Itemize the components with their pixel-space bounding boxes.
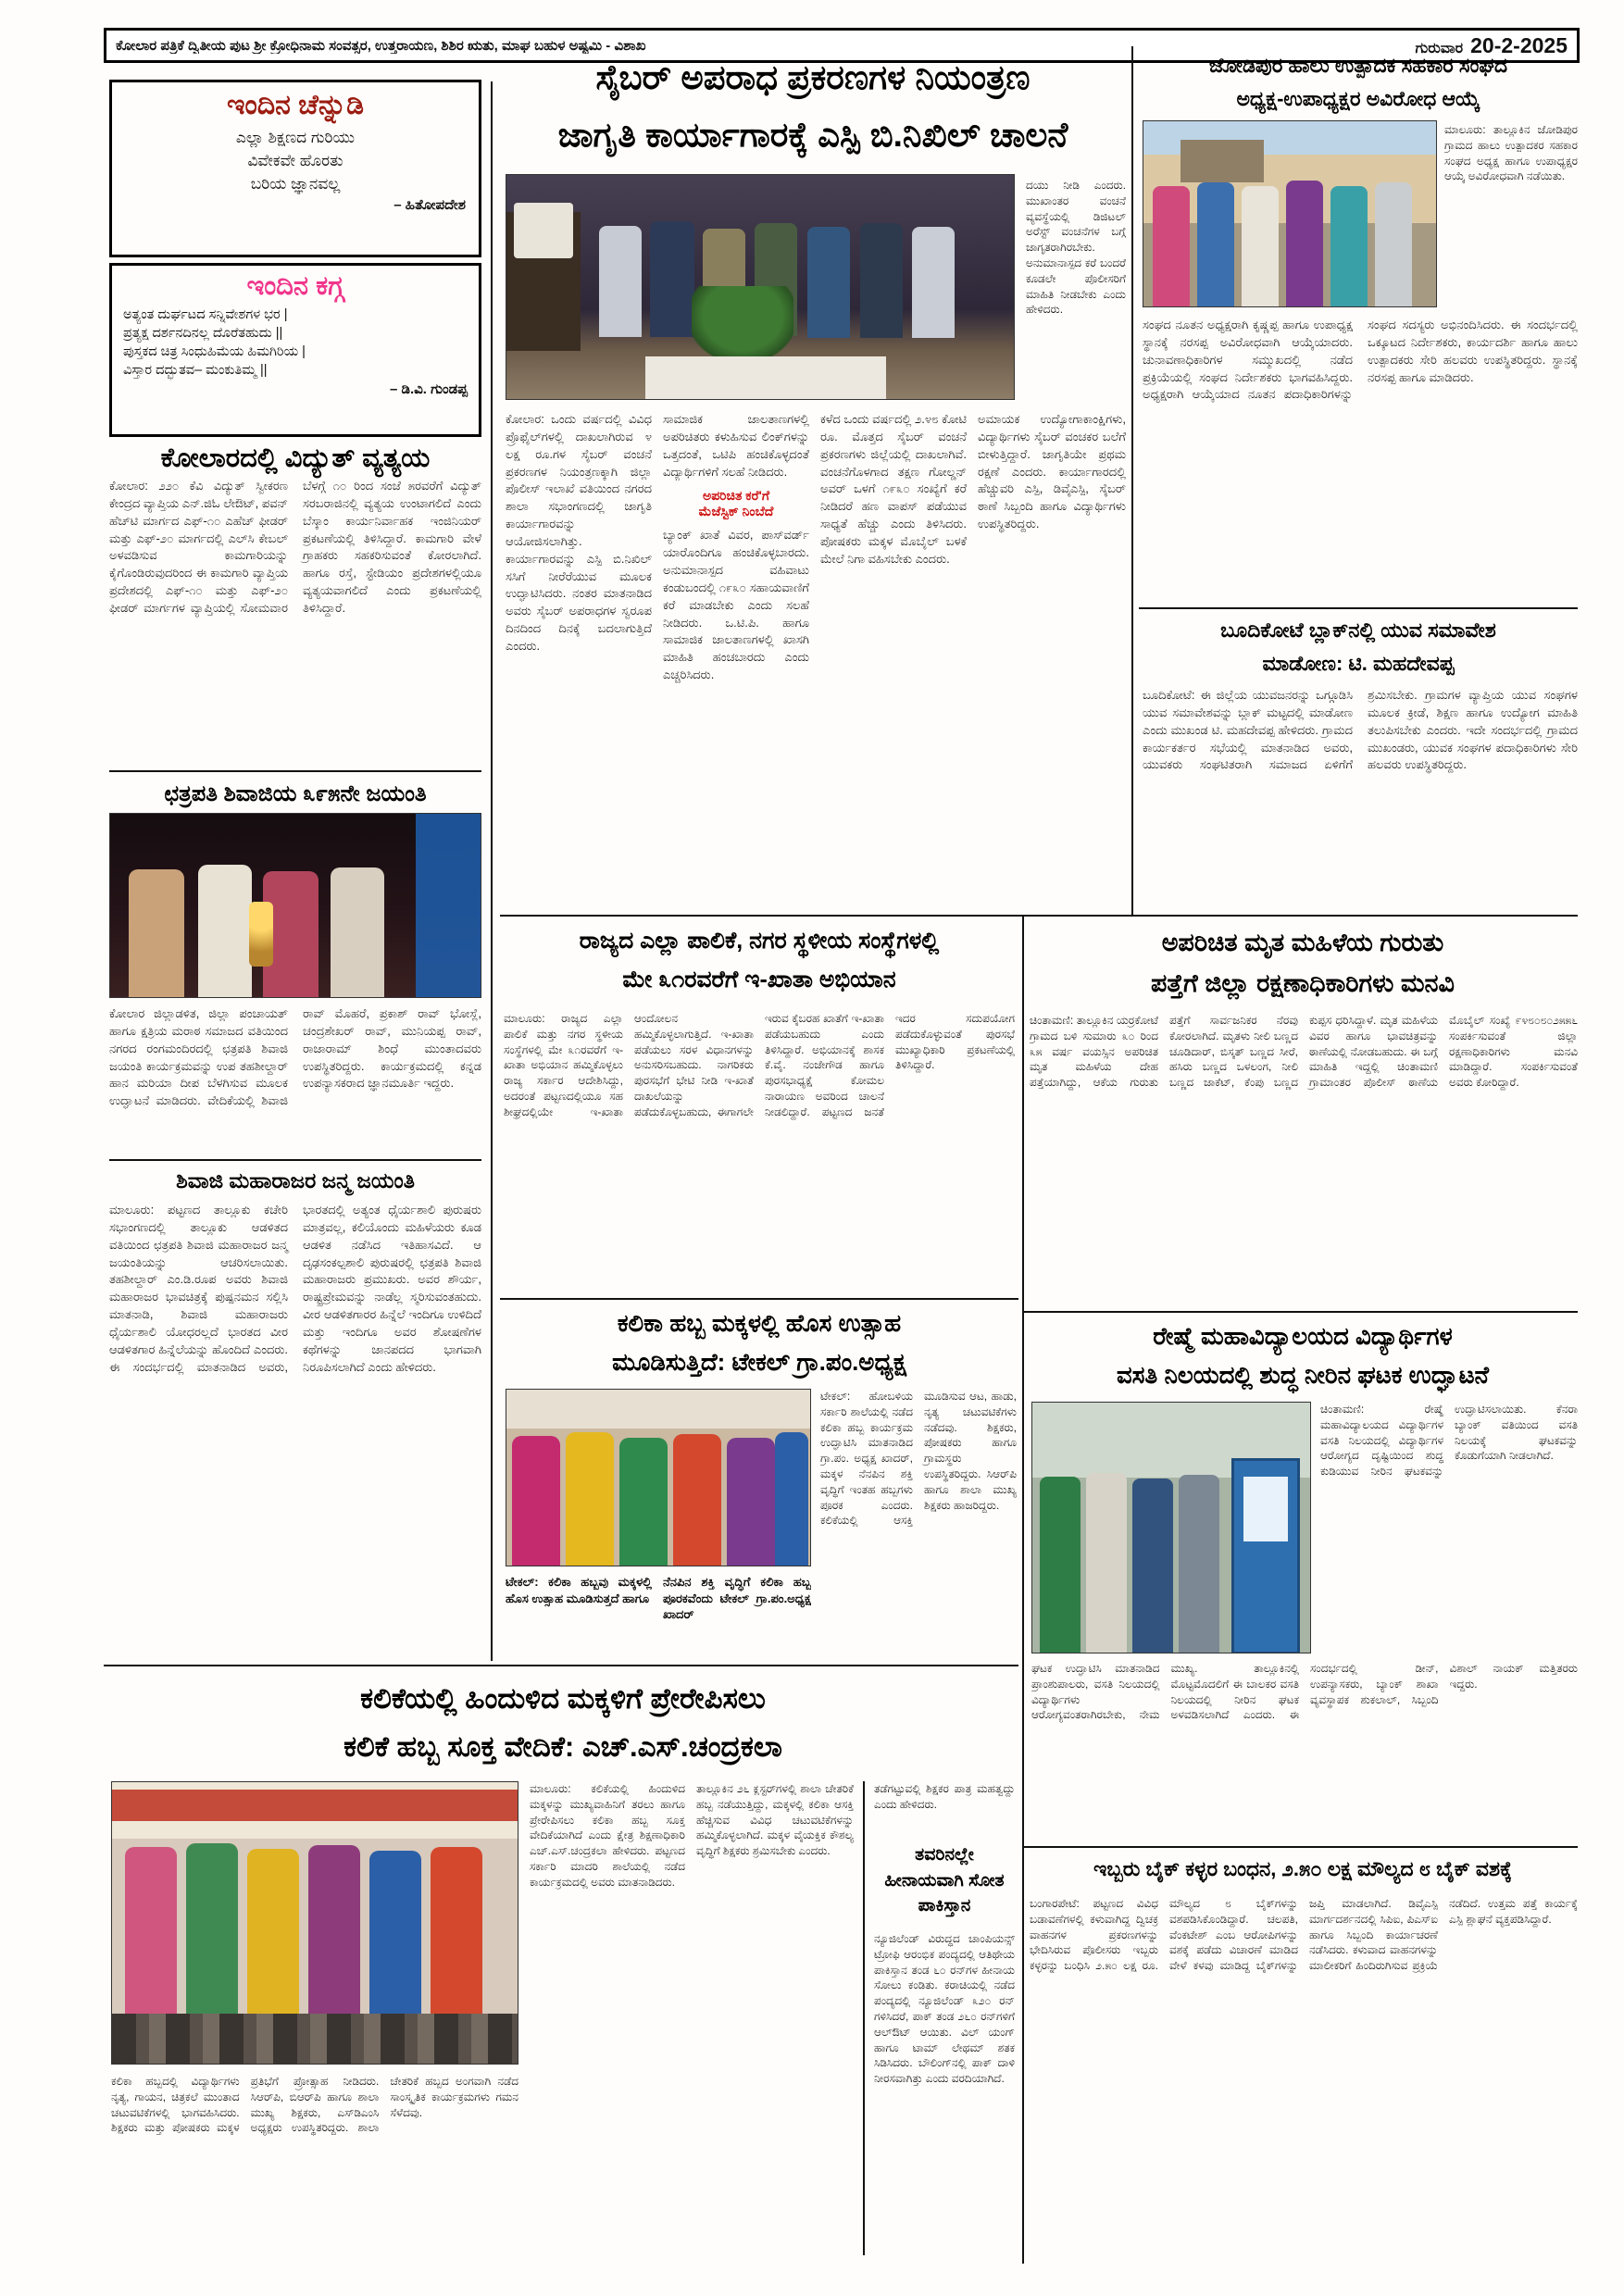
photo-shape — [1153, 186, 1190, 306]
article-body-reshme: ಘಟಕ ಉದ್ಘಾಟಿಸಿ ಮಾತನಾಡಿದ ಪ್ರಾಂಶುಪಾಲರು, ವಸತಿ ನಿಲಯದಲ್ಲಿ ವಿದ್ಯಾರ್ಥಿಗಳು ಆರೋಗ್ಯವಂತರಾಗಿರಬೇಕು, ನೇಮ ಮುಖ್ಯ. ತಾಲ್ಲೂಕಿನಲ್ಲಿ ಮೊಟ್ಟಮೊದಲಿಗೆ ಈ ಬಾಲಕರ ವಸತಿ ನಿಲಯದಲ್ಲಿ ನೀರಿನ ಘಟಕ ಅಳವಡಿಸಲಾಗಿದೆ ಎಂದರು. ಈ ಸಂದರ್ಭದಲ್ಲಿ ಡೀನ್, ಉಪನ್ಯಾಸಕರು, ಬ್ಯಾಂಕ್ ಶಾಖಾ ವ್ಯವಸ್ಥಾಪಕ ಶುಕಲಾಲ್, ಸಿಬ್ಬಂದಿ ವಿಶಾಲ್ ನಾಯಕ್ ಮತ್ತಿತರರು ಇದ್ದರು. — [1031, 1662, 1578, 1722]
photo-shape — [1197, 182, 1234, 306]
photo-kalika-tekal — [506, 1389, 811, 1566]
article-body-cyber-col3: ಕಳೆದ ಒಂದು ವರ್ಷದಲ್ಲಿ ೨.೪೮ ಕೋಟಿ ರೂ. ಮೊತ್ತದ ಸೈಬರ್ ವಂಚನೆ ಪ್ರಕರಣಗಳು ಜಿಲ್ಲೆಯಲ್ಲಿ ದಾಖಲಾಗಿವೆ. ವಂಚನೆಗೊಳಗಾದ ತಕ್ಷಣ ಗೋಲ್ಡನ್ ಅವರ್ ಒಳಗೆ ೧೯೩೦ ಸಂಖ್ಯೆಗೆ ಕರೆ ನೀಡಿದರೆ ಹಣ ವಾಪಸ್ ಪಡೆಯುವ ಸಾಧ್ಯತೆ ಹೆಚ್ಚು ಎಂದು ತಿಳಿಸಿದರು. ಪೋಷಕರು ಮಕ್ಕಳ ಮೊಬೈಲ್ ಬಳಕೆ ಮೇಲೆ ನಿಗಾ ವಹಿಸಬೇಕು ಎಂದರು. — [820, 412, 967, 566]
photo-shape — [369, 1851, 421, 2014]
headline-jodipura-line2: ಅಧ್ಯಕ್ಷ-ಉಪಾಧ್ಯಕ್ಷರ ಅವಿರೋಧ ಆಯ್ಕೆ — [1236, 87, 1480, 110]
article-body-kalika-malur-col2: ತಾಲ್ಲೂಕಿನ ೨೬ ಕ್ಲಸ್ಟರ್‌ಗಳಲ್ಲಿ ಶಾಲಾ ಚೇತರಿಕೆ ಹಬ್ಬ ನಡೆಯುತ್ತಿದ್ದು, ಮಕ್ಕಳಲ್ಲಿ ಕಲಿಕಾ ಆಸಕ್ತಿ ಹೆಚ್ಚಿಸುವ ವಿವಿಧ ಚಟುವಟಿಕೆಗಳನ್ನು ಹಮ್ಮಿಕೊಳ್ಳಲಾಗಿದೆ. ಮಕ್ಕಳ ವೈಯಕ್ತಿಕ ಕೌಶಲ್ಯ ವೃದ್ಧಿಗೆ ಶಿಕ್ಷಕರು ಶ್ರಮಿಸಬೇಕು ಎಂದರು. — [696, 1782, 854, 1858]
photo-shape — [247, 1849, 299, 2014]
headline-ekhata-line2: ಮೇ ೩೧ರವರೆಗೆ ಇ-ಖಾತಾ ಅಭಿಯಾನ — [622, 967, 896, 992]
masthead-panchanga: ಕೋಲಾರ ಪತ್ರಿಕೆ ದ್ವಿತೀಯ ಪುಟ ಶ್ರೀ ಕ್ರೋಧಿನಾಮ ಸಂವತ್ಸರ, ಉತ್ತರಾಯಣ, ಶಿಶಿರ ಋತು, ಮಾಘ ಬಹುಳ ಅಷ್ಟಮಿ - ವಿಶಾಖ — [116, 37, 646, 54]
photo-shape — [650, 221, 694, 337]
article-body-kalika-malur-col4: ತಡೆಗಟ್ಟುವಲ್ಲಿ ಶಿಕ್ಷಕರ ಪಾತ್ರ ಮಹತ್ವದ್ದು ಎಂದು ಹೇಳಿದರು. — [874, 1782, 1015, 1811]
cyber-subhead-line2: ಮೆಜೆಸ್ಟಿಕ್ ನಿಂಬೆದೆ — [698, 504, 774, 519]
quote-line: ವಿವೇಕವೇ ಹೊರತು — [247, 152, 344, 169]
photo-shape — [186, 1843, 238, 2014]
photo-shape — [912, 227, 955, 338]
headline-vidyut: ಕೋಲಾರದಲ್ಲಿ ವಿದ್ಯುತ್ ವ್ಯತ್ಯಯ — [160, 443, 431, 473]
article-body-ekhata: ಮಾಲೂರು: ರಾಜ್ಯದ ಎಲ್ಲಾ ಪಾಲಿಕೆ ಮತ್ತು ನಗರ ಸ್ಥಳೀಯ ಸಂಸ್ಥೆಗಳಲ್ಲಿ ಮೇ ೩೧ರವರೆಗೆ ಇ-ಖಾತಾ ಅಭಿಯಾನ ಹಮ್ಮಿಕೊಳ್ಳಲು ರಾಜ್ಯ ಸರ್ಕಾರ ಆದೇಶಿಸಿದ್ದು, ಅದರಂತೆ ಪಟ್ಟಣದಲ್ಲಿಯೂ ಸಹ ಶೀಘ್ರದಲ್ಲಿಯೇ ಇ-ಖಾತಾ ಆಂದೋಲನ ಹಮ್ಮಿಕೊಳ್ಳಲಾಗುತ್ತಿದೆ. ಇ-ಖಾತಾ ಪಡೆಯಲು ಸರಳ ವಿಧಾನಗಳನ್ನು ಅನುಸರಿಸಬಹುದು. ನಾಗರಿಕರು ಪುರಸಭೆಗೆ ಭೇಟಿ ನೀಡಿ ಇ-ಖಾತೆ ದಾಖಲೆಯನ್ನು ಪಡೆದುಕೊಳ್ಳಬಹುದು, ಈಗಾಗಲೇ ಇರುವ ಕೈಬರಹ ಖಾತೆಗೆ ಇ-ಖಾತಾ ಪಡೆಯಬಹುದು ಎಂದು ತಿಳಿಸಿದ್ದಾರೆ. ಅಭಿಯಾನಕ್ಕೆ ಶಾಸಕ ಕೆ.ವೈ. ನಂಜೇಗೌಡ ಹಾಗೂ ಪುರಸಭಾಧ್ಯಕ್ಷೆ ಕೋಮಲ ನಾರಾಯಣ ಅವರಿಂದ ಚಾಲನೆ ನೀಡಲಿದ್ದಾರೆ. ಪಟ್ಟಣದ ಜನತೆ ಇದರ ಸದುಪಯೋಗ ಪಡೆದುಕೊಳ್ಳುವಂತೆ ಪುರಸಭೆ ಮುಖ್ಯಾಧಿಕಾರಿ ಪ್ರಕಟಣೆಯಲ್ಲಿ ತಿಳಿಸಿದ್ದಾರೆ. — [504, 1012, 1015, 1118]
article-body-jodipura-side: ಮಾಲೂರು: ತಾಲ್ಲೂಕಿನ ಜೋಡಿಪುರ ಗ್ರಾಮದ ಹಾಲು ಉತ್ಪಾದಕರ ಸಹಕಾರ ಸಂಘದ ಅಧ್ಯಕ್ಷ ಹಾಗೂ ಉಪಾಧ್ಯಕ್ಷರ ಆಯ್ಕೆ ಅವಿರೋಧವಾಗಿ ನಡೆಯಿತು. — [1444, 123, 1578, 183]
article-body-kalika-malur-bottom: ಕಲಿಕಾ ಹಬ್ಬದಲ್ಲಿ ವಿದ್ಯಾರ್ಥಿಗಳು ನೃತ್ಯ, ಗಾಯನ, ಚಿತ್ರಕಲೆ ಮುಂತಾದ ಚಟುವಟಿಕೆಗಳಲ್ಲಿ ಭಾಗವಹಿಸಿದರು. ಶಿಕ್ಷಕರು ಮತ್ತು ಪೋಷಕರು ಮಕ್ಕಳ ಪ್ರತಿಭೆಗೆ ಪ್ರೋತ್ಸಾಹ ನೀಡಿದರು. ಸಿಆರ್‌ಪಿ, ಬಿಆರ್‌ಪಿ ಹಾಗೂ ಶಾಲಾ ಮುಖ್ಯ ಶಿಕ್ಷಕರು, ಎಸ್‌ಡಿಎಂಸಿ ಅಧ್ಯಕ್ಷರು ಉಪಸ್ಥಿತರಿದ್ದರು. ಶಾಲಾ ಚೇತರಿಕೆ ಹಬ್ಬದ ಅಂಗವಾಗಿ ನಡೆದ ಸಾಂಸ್ಕೃತಿಕ ಕಾರ್ಯಕ್ರಮಗಳು ಗಮನ ಸೆಳೆದವು. — [111, 2075, 518, 2135]
photo-shape — [112, 1790, 518, 1821]
photo-shape — [198, 865, 252, 998]
divider — [1022, 1846, 1578, 1848]
photo-shape — [566, 1432, 614, 1566]
quote-line: ಎಲ್ಲಾ ಶಿಕ್ಷಣದ ಗುರಿಯು — [235, 129, 356, 146]
divider — [500, 1298, 1018, 1300]
article-body-bike: ಬಂಗಾರಪೇಟೆ: ಪಟ್ಟಣದ ವಿವಿಧ ಬಡಾವಣೆಗಳಲ್ಲಿ ಕಳುವಾಗಿದ್ದ ದ್ವಿಚಕ್ರ ವಾಹನಗಳ ಪ್ರಕರಣಗಳನ್ನು ಭೇದಿಸಿರುವ ಪೊಲೀಸರು ಇಬ್ಬರು ಕಳ್ಳರನ್ನು ಬಂಧಿಸಿ ೨.೫೦ ಲಕ್ಷ ರೂ. ಮೌಲ್ಯದ ೮ ಬೈಕ್‌ಗಳನ್ನು ವಶಪಡಿಸಿಕೊಂಡಿದ್ದಾರೆ. ಚಲಪತಿ, ವೆಂಕಟೇಶ್ ಎಂಬ ಆರೋಪಿಗಳನ್ನು ವಶಕ್ಕೆ ಪಡೆದು ವಿಚಾರಣೆ ಮಾಡಿದ ವೇಳೆ ಕಳವು ಮಾಡಿದ್ದ ಬೈಕ್‌ಗಳನ್ನು ಜಪ್ತಿ ಮಾಡಲಾಗಿದೆ. ಡಿವೈಎಸ್ಪಿ ಮಾರ್ಗದರ್ಶನದಲ್ಲಿ ಸಿಪಿಐ, ಪಿಎಸ್ಐ ಹಾಗೂ ಸಿಬ್ಬಂದಿ ಕಾರ್ಯಾಚರಣೆ ನಡೆಸಿದರು. ಕಳುವಾದ ವಾಹನಗಳನ್ನು ಮಾಲೀಕರಿಗೆ ಹಿಂದಿರುಗಿಸುವ ಪ್ರಕ್ರಿಯೆ ನಡೆದಿದೆ. ಉತ್ತಮ ಪತ್ತೆ ಕಾರ್ಯಕ್ಕೆ ಎಸ್ಪಿ ಶ್ಲಾಘನೆ ವ್ಯಕ್ತಪಡಿಸಿದ್ದಾರೆ. — [1030, 1897, 1578, 1973]
headline-jodipura-line1: ಜೋಡಿಪುರ ಹಾಲು ಉತ್ಪಾದಕ ಸಹಕಾರ ಸಂಘದ — [1208, 54, 1508, 77]
headline-pakistan: ತವರಿನಲ್ಲೇ ಹೀನಾಯವಾಗಿ ಸೋತ ಪಾಕಿಸ್ತಾನ — [884, 1845, 1005, 1916]
photo-shape — [1132, 1479, 1173, 1653]
headline-kalika-malur-line2: ಕಲಿಕೆ ಹಬ್ಬ ಸೂಕ್ತ ವೇದಿಕೆ: ಎಚ್.ಎಸ್.ಚಂದ್ರಕಲಾ — [344, 1730, 782, 1763]
article-body-cyber-side: ದಯು ನೀಡಿ ಎಂದರು. ಮುಖಾಂತರ ವಂಚನೆ ವ್ಯವಸ್ಥೆಯಲ್ಲಿ ಡಿಜಿಟಲ್ ಅರೆಸ್ಟ್ ವಂಚನೆಗಳ ಬಗ್ಗೆ ಜಾಗೃತರಾಗಿರಬೇಕು. ಅನುಮಾನಾಸ್ಪದ ಕರೆ ಬಂದರೆ ಕೂಡಲೇ ಪೊಲೀಸರಿಗೆ ಮಾಹಿತಿ ನೀಡಬೇಕು ಎಂದು ಹೇಳಿದರು. — [1026, 179, 1126, 317]
article-body-cyber-col1: ಕೋಲಾರ: ಒಂದು ವರ್ಷದಲ್ಲಿ ವಿವಿಧ ಪ್ರೊಫೈಲ್‌ಗಳಲ್ಲಿ ದಾಖಲಾಗಿರುವ ೪ ಲಕ್ಷ ರೂ.ಗಳ ಸೈಬರ್ ವಂಚನೆ ಪ್ರಕರಣಗಳ ನಿಯಂತ್ರಣಕ್ಕಾಗಿ ಜಿಲ್ಲಾ ಪೊಲೀಸ್ ಇಲಾಖೆ ವತಿಯಿಂದ ನಗರದ ಶಾಲಾ ಸಭಾಂಗಣದಲ್ಲಿ ಜಾಗೃತಿ ಕಾರ್ಯಾಗಾರವನ್ನು ಆಯೋಜಿಸಲಾಗಿತ್ತು. ಕಾರ್ಯಾಗಾರವನ್ನು ಎಸ್ಪಿ ಬಿ.ನಿಖಿಲ್ ಸಸಿಗೆ ನೀರೆರೆಯುವ ಮೂಲಕ ಉದ್ಘಾಟಿಸಿದರು. ನಂತರ ಮಾತನಾಡಿದ ಅವರು ಸೈಬರ್ ಅಪರಾಧಗಳ ಸ್ವರೂಪ ದಿನದಿಂದ ದಿನಕ್ಕೆ ಬದಲಾಗುತ್ತಿದೆ ಎಂದರು. — [506, 412, 652, 653]
kagga-line: ಪುಸ್ತಕದ ಚಿತ್ರ ಸಿಂಧುಹಿಮೆಯ ಹಿಮಗಿರಿಯ | — [123, 344, 306, 359]
photo-shape — [1375, 182, 1412, 306]
photo-shape — [1243, 1477, 1288, 1541]
headline-ekhata-line1: ರಾಜ್ಯದ ಎಲ್ಲಾ ಪಾಲಿಕೆ, ನಗರ ಸ್ಥಳೀಯ ಸಂಸ್ಥೆಗಳಲ್ಲಿ — [579, 928, 940, 954]
todays-quote-box — [109, 80, 481, 257]
quote-line: ಬರಿಯ ಜ್ಞಾನವಲ್ಲ — [250, 175, 341, 193]
headline-reshme-line2: ವಸತಿ ನಿಲಯದಲ್ಲಿ ಶುದ್ಧ ನೀರಿನ ಘಟಕ ಉದ್ಘಾಟನೆ — [1116, 1361, 1490, 1389]
headline-bike: ಇಬ್ಬರು ಬೈಕ್ ಕಳ್ಳರ ಬಂಧನ, ೨.೫೦ ಲಕ್ಷ ಮೌಲ್ಯದ ೮ ಬೈಕ್ ವಶಕ್ಕೆ — [1093, 1857, 1512, 1880]
quote-attribution: – ಹಿತೋಪದೇಶ — [394, 197, 466, 213]
headline-cyber-line2: ಜಾಗೃತಿ ಕಾರ್ಯಾಗಾರಕ್ಕೆ ಎಸ್ಪಿ ಬಿ.ನಿಖಿಲ್ ಚಾಲನೆ — [557, 116, 1068, 154]
photo-jodipura-society — [1143, 120, 1437, 307]
masthead-date: 20-2-2025 — [1470, 32, 1568, 57]
photo-shape — [1040, 1477, 1081, 1653]
article-body-cyber-col2a: ಸಾಮಾಜಿಕ ಜಾಲತಾಣಗಳಲ್ಲಿ ಅಪರಿಚಿತರು ಕಳುಹಿಸುವ ಲಿಂಕ್‌ಗಳನ್ನು ಒತ್ತದಂತೆ, ಒಟಿಪಿ ಹಂಚಿಕೊಳ್ಳದಂತೆ ವಿದ್ಯಾರ್ಥಿಗಳಿಗೆ ಸಲಹೆ ನೀಡಿದರು. — [663, 412, 809, 479]
divider — [1139, 607, 1578, 609]
headline-shivaji-395: ಛತ್ರಪತಿ ಶಿವಾಜಿಯ ೩೯೫ನೇ ಜಯಂತಿ — [164, 781, 427, 806]
headline-cyber-line1: ಸೈಬರ್ ಅಪರಾಧ ಪ್ರಕರಣಗಳ ನಿಯಂತ್ರಣ — [595, 58, 1031, 96]
divider — [109, 770, 481, 772]
masthead-day: ಗುರುವಾರ — [1415, 40, 1464, 56]
photo-shape — [860, 223, 903, 338]
photo-shape — [673, 1434, 721, 1566]
divider — [1022, 1311, 1578, 1313]
kagga-line: ಪ್ರತ್ಯಕ್ಷ ದರ್ಶನದಿನಲ್ಲ ದೊರೆತಹುದು || — [123, 326, 283, 341]
photo-shape — [1330, 186, 1368, 306]
photo-shape — [807, 227, 850, 338]
photo-shape — [512, 1436, 560, 1566]
column-rule — [863, 1781, 865, 2255]
article-body-pakistan: ನ್ಯೂಜಿಲೆಂಡ್ ವಿರುದ್ಧದ ಚಾಂಪಿಯನ್ಸ್ ಟ್ರೋಫಿ ಆರಂಭಿಕ ಪಂದ್ಯದಲ್ಲಿ ಆತಿಥೇಯ ಪಾಕಿಸ್ತಾನ ತಂಡ ೬೦ ರನ್‌ಗಳ ಹೀನಾಯ ಸೋಲು ಕಂಡಿತು. ಕರಾಚಿಯಲ್ಲಿ ನಡೆದ ಪಂದ್ಯದಲ್ಲಿ ನ್ಯೂಜಿಲೆಂಡ್ ೩೨೦ ರನ್ ಗಳಿಸಿದರೆ, ಪಾಕ್ ತಂಡ ೨೬೦ ರನ್‌ಗಳಿಗೆ ಆಲ್‌ಔಟ್ ಆಯಿತು. ವಿಲ್ ಯಂಗ್ ಹಾಗೂ ಟಾಮ್ ಲೇಥಮ್ ಶತಕ ಸಿಡಿಸಿದರು. ಬೌಲಿಂಗ್‌ನಲ್ಲಿ ಪಾಕ್ ದಾಳಿ ನೀರಸವಾಗಿತ್ತು ಎಂದು ವರದಿಯಾಗಿದೆ. — [874, 1932, 1015, 2086]
headline-kalika-malur-line1: ಕಲಿಕೆಯಲ್ಲಿ ಹಿಂದುಳಿದ ಮಕ್ಕಳಿಗೆ ಪ್ರೇರೇಪಿಸಲು — [360, 1682, 766, 1715]
article-body-reshme-side: ಚಿಂತಾಮಣಿ: ರೇಷ್ಮೆ ಮಹಾವಿದ್ಯಾಲಯದ ವಿದ್ಯಾರ್ಥಿಗಳ ವಸತಿ ನಿಲಯದಲ್ಲಿ ವಿದ್ಯಾರ್ಥಿಗಳ ಆರೋಗ್ಯದ ದೃಷ್ಟಿಯಿಂದ ಶುದ್ಧ ಕುಡಿಯುವ ನೀರಿನ ಘಟಕವನ್ನು ಉದ್ಘಾಟಿಸಲಾಯಿತು. ಕೆನರಾ ಬ್ಯಾಂಕ್ ವತಿಯಿಂದ ವಸತಿ ನಿಲಯಕ್ಕೆ ಘಟಕವನ್ನು ಕೊಡುಗೆಯಾಗಿ ನೀಡಲಾಗಿದೆ. — [1320, 1403, 1578, 1479]
photo-shape — [645, 356, 886, 400]
article-body-jodipura: ಸಂಘದ ನೂತನ ಅಧ್ಯಕ್ಷರಾಗಿ ಕೃಷ್ಣಪ್ಪ ಹಾಗೂ ಉಪಾಧ್ಯಕ್ಷ ಸ್ಥಾನಕ್ಕೆ ನರಸಪ್ಪ ಅವಿರೋಧವಾಗಿ ಆಯ್ಕೆಯಾದರು. ಚುನಾವಣಾಧಿಕಾರಿಗಳ ಸಮ್ಮುಖದಲ್ಲಿ ನಡೆದ ಪ್ರಕ್ರಿಯೆಯಲ್ಲಿ ಸಂಘದ ನಿರ್ದೇಶಕರು ಭಾಗವಹಿಸಿದ್ದರು. ಅಧ್ಯಕ್ಷರಾಗಿ ಆಯ್ಕೆಯಾದ ನೂತನ ಪದಾಧಿಕಾರಿಗಳನ್ನು ಸಂಘದ ಸದಸ್ಯರು ಅಭಿನಂದಿಸಿದರು. ಈ ಸಂದರ್ಭದಲ್ಲಿ ಒಕ್ಕೂಟದ ನಿರ್ದೇಶಕರು, ಕಾರ್ಯದರ್ಶಿ ಹಾಗೂ ಹಾಲು ಉತ್ಪಾದಕರು ಸೇರಿ ಹಲವರು ಉಪಸ್ಥಿತರಿದ್ದರು. ಸ್ಥಾನಕ್ಕೆ ನರಸಪ್ಪ ಹಾಗೂ ಮಾಡಿದರು. — [1143, 318, 1578, 402]
divider — [109, 1159, 481, 1161]
column-rule — [491, 81, 493, 1661]
kagga-line: ವಿಸ್ತಾರ ದದ್ಭುತವ– ಮಂಕುತಿಮ್ಮ || — [123, 363, 268, 378]
photo-shape — [1086, 1473, 1127, 1653]
photo-shape — [249, 902, 273, 967]
photo-shape — [692, 286, 793, 360]
photo-shape — [331, 867, 384, 998]
headline-aparichita-line2: ಪತ್ತೆಗೆ ಜಿಲ್ಲಾ ರಕ್ಷಣಾಧಿಕಾರಿಗಳು ಮನವಿ — [1151, 969, 1455, 997]
photo-shape — [514, 203, 573, 258]
caption-kalika-tekal-1: ಟೇಕಲ್: ಕಲಿಕಾ ಹಬ್ಬವು ಮಕ್ಕಳಲ್ಲಿ ಹೊಸ ಉತ್ಸಾಹ ಮೂಡಿಸುತ್ತದೆ ಹಾಗೂ — [506, 1575, 652, 1605]
photo-kalika-malur — [111, 1781, 518, 2065]
photo-shape — [1242, 186, 1279, 306]
headline-kalika-tekal-line2: ಮೂಡಿಸುತ್ತಿದೆ: ಟೇಕಲ್ ಗ್ರಾ.ಪಂ.ಅಧ್ಯಕ್ಷ — [612, 1348, 906, 1376]
headline-budikote-line2: ಮಾಡೋಣ: ಟಿ. ಮಹದೇವಪ್ಪ — [1262, 652, 1455, 675]
headline-reshme-line1: ರೇಷ್ಮೆ ಮಹಾವಿದ್ಯಾಲಯದ ವಿದ್ಯಾರ್ಥಿಗಳ — [1153, 1322, 1453, 1350]
kagga-line: ಅತ್ಯಂತ ದುರ್ಘಟದ ಸನ್ನಿವೇಶಗಳ ಭರ | — [123, 307, 288, 322]
photo-cyber-workshop — [506, 174, 1015, 400]
photo-shape — [1179, 1475, 1219, 1653]
photo-shape — [112, 2014, 518, 2065]
photo-shape — [619, 1438, 668, 1566]
article-body-cyber-col2 — [663, 411, 809, 911]
headline-budikote-line1: ಬೂದಿಕೋಟೆ ಬ್ಲಾಕ್‌ನಲ್ಲಿ ಯುವ ಸಮಾವೇಶ — [1220, 618, 1496, 642]
quote-title: ಇಂದಿನ ಚೆನ್ನುಡಿ — [226, 90, 365, 120]
article-body-cyber-col4: ಅಮಾಯಕ ಉದ್ಯೋಗಾಕಾಂಕ್ಷಿಗಳು, ವಿದ್ಯಾರ್ಥಿಗಳು ಸೈಬರ್ ವಂಚಕರ ಬಲೆಗೆ ಬೀಳುತ್ತಿದ್ದಾರೆ. ಜಾಗೃತಿಯೇ ಪ್ರಥಮ ರಕ್ಷಣೆ ಎಂದರು. ಕಾರ್ಯಾಗಾರದಲ್ಲಿ ಹೆಚ್ಚುವರಿ ಎಸ್ಪಿ, ಡಿವೈಎಸ್ಪಿ, ಸೈಬರ್ ಠಾಣೆ ಸಿಬ್ಬಂದಿ ಹಾಗೂ ವಿದ್ಯಾರ್ಥಿಗಳು ಉಪಸ್ಥಿತರಿದ್ದರು. — [978, 412, 1126, 531]
photo-shape — [1181, 140, 1264, 182]
article-body-kalika-tekal: ಟೇಕಲ್: ಹೋಬಳಿಯ ಸರ್ಕಾರಿ ಶಾಲೆಯಲ್ಲಿ ನಡೆದ ಕಲಿಕಾ ಹಬ್ಬ ಕಾರ್ಯಕ್ರಮ ಉದ್ಘಾಟಿಸಿ ಮಾತನಾಡಿದ ಗ್ರಾ.ಪಂ. ಅಧ್ಯಕ್ಷ ಖಾದರ್, ಮಕ್ಕಳ ನೆನಪಿನ ಶಕ್ತಿ ವೃದ್ಧಿಗೆ ಇಂತಹ ಹಬ್ಬಗಳು ಪೂರಕ ಎಂದರು. ಕಲಿಕೆಯಲ್ಲಿ ಆಸಕ್ತಿ ಮೂಡಿಸುವ ಆಟ, ಹಾಡು, ನೃತ್ಯ ಚಟುವಟಿಕೆಗಳು ನಡೆದವು. ಶಿಕ್ಷಕರು, ಪೋಷಕರು ಹಾಗೂ ಗ್ರಾಮಸ್ಥರು ಉಪಸ್ಥಿತರಿದ್ದರು. ಸಿಆರ್‌ಪಿ ಹಾಗೂ ಶಾಲಾ ಮುಖ್ಯ ಶಿಕ್ಷಕರು ಹಾಜರಿದ್ದರು. — [820, 1390, 1017, 1528]
kagga-title: ಇಂದಿನ ಕಗ್ಗ — [246, 271, 344, 301]
photo-reshme-water-unit — [1031, 1402, 1311, 1653]
kagga-attribution: – ಡಿ.ವಿ. ಗುಂಡಪ್ಪ — [390, 381, 468, 397]
article-body-shivaji-395: ಕೋಲಾರ ಜಿಲ್ಲಾಡಳಿತ, ಜಿಲ್ಲಾ ಪಂಚಾಯತ್ ಹಾಗೂ ಕ್ಷತ್ರಿಯ ಮರಾಠ ಸಮಾಜದ ವತಿಯಿಂದ ನಗರದ ರಂಗಮಂದಿರದಲ್ಲಿ ಛತ್ರಪತಿ ಶಿವಾಜಿ ಜಯಂತಿ ಕಾರ್ಯಕ್ರಮವನ್ನು ಉಪ ತಹಶೀಲ್ದಾರ್ ಹಾನ ಮರಿಯಾ ದೀಪ ಬೆಳಗಿಸುವ ಮೂಲಕ ಉದ್ಘಾಟನೆ ಮಾಡಿದರು. ವೇದಿಕೆಯಲ್ಲಿ ಶಿವಾಜಿ ರಾವ್ ಮೊಹರೆ, ಪ್ರಕಾಶ್ ರಾವ್ ಭೋಸ್ಲೆ, ಚಂದ್ರಶೇಖರ್ ರಾವ್, ಮುನಿಯಪ್ಪ ರಾವ್, ರಾಜಾರಾಮ್ ಶಿಂಧೆ ಮುಂತಾದವರು ಉಪಸ್ಥಿತರಿದ್ದರು. ಕಾರ್ಯಕ್ರಮದಲ್ಲಿ ಕನ್ನಡ ಉಪನ್ಯಾಸಕರಾದ ಜ್ಞಾನಮೂರ್ತಿ ಇದ್ದರು. — [109, 1006, 481, 1108]
article-body-budikote: ಬೂದಿಕೋಟೆ: ಈ ಜಿಲ್ಲೆಯ ಯುವಜನರನ್ನು ಒಗ್ಗೂಡಿಸಿ ಯುವ ಸಮಾವೇಶವನ್ನು ಬ್ಲಾಕ್ ಮಟ್ಟದಲ್ಲಿ ಮಾಡೋಣ ಎಂದು ಮುಖಂಡ ಟಿ. ಮಹದೇವಪ್ಪ ಹೇಳಿದರು. ಗ್ರಾಮದ ಕಾರ್ಯಕರ್ತರ ಸಭೆಯಲ್ಲಿ ಮಾತನಾಡಿದ ಅವರು, ಯುವಕರು ಸಂಘಟಿತರಾಗಿ ಸಮಾಜದ ಏಳಿಗೆಗೆ ಶ್ರಮಿಸಬೇಕು. ಗ್ರಾಮಗಳ ವ್ಯಾಪ್ತಿಯ ಯುವ ಸಂಘಗಳ ಮೂಲಕ ಕ್ರೀಡೆ, ಶಿಕ್ಷಣ ಹಾಗೂ ಉದ್ಯೋಗ ಮಾಹಿತಿ ತಲುಪಿಸಬೇಕು ಎಂದರು. ಇದೇ ಸಂದರ್ಭದಲ್ಲಿ ಗ್ರಾಮದ ಮುಖಂಡರು, ಯುವಕ ಸಂಘಗಳ ಪದಾಧಿಕಾರಿಗಳು ಸೇರಿ ಹಲವರು ಉಪಸ್ಥಿತರಿದ್ದರು. — [1143, 688, 1578, 772]
photo-shivaji-jayanti — [109, 813, 481, 998]
caption-kalika-tekal-2: ನೆನಪಿನ ಶಕ್ತಿ ವೃದ್ಧಿಗೆ ಕಲಿಕಾ ಹಬ್ಬ ಪೂರಕವೆಂದು ಟೇಕಲ್ ಗ್ರಾ.ಪಂ.ಅಧ್ಯಕ್ಷ ಖಾದರ್ — [663, 1575, 811, 1622]
article-body-vidyut: ಕೋಲಾರ: ೨೨೦ ಕೆವಿ ವಿದ್ಯುತ್ ಸ್ವೀಕರಣ ಕೇಂದ್ರದ ವ್ಯಾಪ್ತಿಯ ಎನ್.ಜಿಓ ಲೇಔಟ್, ಪವನ್ ಹೆಚ್‌ಟಿ ಮಾರ್ಗದ ಎಫ್-೧೦ ಎಹೆಚ್ ಫೀಡರ್ ಮತ್ತು ಎಫ್-೨೦ ಮಾರ್ಗದಲ್ಲಿ ಎಲ್‌ಸಿ ಕೇಬಲ್ ಅಳವಡಿಸುವ ಕಾಮಗಾರಿಯನ್ನು ಕೈಗೊಂಡಿರುವುದರಿಂದ ಈ ಕಾಮಗಾರಿ ವ್ಯಾಪ್ತಿಯ ಪ್ರದೇಶದಲ್ಲಿ ಎಫ್-೧೦ ಮತ್ತು ಎಫ್-೨೦ ಫೀಡರ್ ಮಾರ್ಗಗಳ ವ್ಯಾಪ್ತಿಯಲ್ಲಿ ಸೋಮವಾರ ಬೆಳಗ್ಗೆ ೧೦ ರಿಂದ ಸಂಜೆ ೫ರವರೆಗೆ ವಿದ್ಯುತ್ ಸರಬರಾಜಿನಲ್ಲಿ ವ್ಯತ್ಯಯ ಉಂಟಾಗಲಿದೆ ಎಂದು ಬೆಸ್ಕಾಂ ಕಾರ್ಯನಿರ್ವಾಹಕ ಇಂಜಿನಿಯರ್ ಪ್ರಕಟಣೆಯಲ್ಲಿ ತಿಳಿಸಿದ್ದಾರೆ. ಕಾಮಗಾರಿ ವೇಳೆ ಗ್ರಾಹಕರು ಸಹಕರಿಸುವಂತೆ ಕೋರಲಾಗಿದೆ. ಹಾಗೂ ರಸ್ತೆ, ಸ್ಟೇಡಿಯಂ ಪ್ರದೇಶಗಳಲ್ಲಿಯೂ ವ್ಯತ್ಯಯವಾಗಲಿದೆ ಎಂದು ಪ್ರಕಟಣೆಯಲ್ಲಿ ತಿಳಿಸಿದ್ದಾರೆ. — [109, 479, 481, 615]
headline-aparichita-line1: ಅಪರಿಚಿತ ಮೃತ ಮಹಿಳೆಯ ಗುರುತು — [1161, 929, 1444, 956]
todays-kagga-box — [109, 263, 481, 437]
divider — [104, 1665, 1018, 1666]
article-body-shivaji-janma: ಮಾಲೂರು: ಪಟ್ಟಣದ ತಾಲ್ಲೂಕು ಕಚೇರಿ ಸಭಾಂಗಣದಲ್ಲಿ ತಾಲ್ಲೂಕು ಆಡಳಿತದ ವತಿಯಿಂದ ಛತ್ರಪತಿ ಶಿವಾಜಿ ಮಹಾರಾಜರ ಜನ್ಮ ಜಯಂತಿಯನ್ನು ಆಚರಿಸಲಾಯಿತು. ತಹಶೀಲ್ದಾರ್ ಎಂ.ಡಿ.ರೂಪ ಅವರು ಶಿವಾಜಿ ಮಹಾರಾಜರ ಭಾವಚಿತ್ರಕ್ಕೆ ಪುಷ್ಪನಮನ ಸಲ್ಲಿಸಿ ಮಾತನಾಡಿ, ಶಿವಾಜಿ ಮಹಾರಾಜರು ಧೈರ್ಯಶಾಲಿ ಯೋಧರಲ್ಲದೆ ಭಾರತದ ವೀರ ಆಡಳಿತಗಾರ ಹಿನ್ನೆಲೆಯನ್ನು ಹೊಂದಿದೆ ಎಂದರು. ಈ ಸಂದರ್ಭದಲ್ಲಿ ಮಾತನಾಡಿದ ಅವರು, ಭಾರತದಲ್ಲಿ ಅತ್ಯಂತ ಧೈರ್ಯಶಾಲಿ ಪುರುಷರು ಮಾತ್ರವಲ್ಲ, ಕಲಿಯೊಂದು ಮಹಿಳೆಯರು ಕೂಡ ಆಡಳಿತ ನಡೆಸಿದ ಇತಿಹಾಸವಿದೆ. ಆ ದೃಢಸಂಕಲ್ಪಶಾಲಿ ಪುರುಷರಲ್ಲಿ ಛತ್ರಪತಿ ಶಿವಾಜಿ ಮಹಾರಾಜರು ಪ್ರಮುಖರು. ಅವರ ಶೌರ್ಯ, ರಾಷ್ಟ್ರಪ್ರೇಮವನ್ನು ನಾಡೆಲ್ಲ ಸ್ಮರಿಸುವಂತಹುದು. ವೀರ ಆಡಳಿತಗಾರರ ಹಿನ್ನೆಲೆ ಇಂದಿಗೂ ಉಳಿದಿದೆ ಮತ್ತು ಇಂದಿಗೂ ಅವರ ಶೋಷಣೆಗಳ ಕಥೆಗಳನ್ನು ಜಾನಪದದ ಭಾಗವಾಗಿ ನಿರೂಪಿಸಲಾಗಿದೆ ಎಂದು ಹೇಳಿದರು. — [109, 1203, 481, 1374]
photo-shape — [1286, 181, 1323, 306]
column-rule — [1022, 915, 1024, 2264]
article-body-cyber-col2b: ಬ್ಯಾಂಕ್ ಖಾತೆ ವಿವರ, ಪಾಸ್‌ವರ್ಡ್ ಯಾರೊಂದಿಗೂ ಹಂಚಿಕೊಳ್ಳಬಾರದು. ಅನುಮಾನಾಸ್ಪದ ವಹಿವಾಟು ಕಂಡುಬಂದಲ್ಲಿ ೧೯೩೦ ಸಹಾಯವಾಣಿಗೆ ಕರೆ ಮಾಡಬೇಕು ಎಂದು ಸಲಹೆ ನೀಡಿದರು. ಒ.ಟಿ.ಪಿ. ಹಾಗೂ ಸಾಮಾಜಿಕ ಜಾಲತಾಣಗಳಲ್ಲಿ ಖಾಸಗಿ ಮಾಹಿತಿ ಹಂಚಬಾರದು ಎಂದು ಎಚ್ಚರಿಸಿದರು. — [663, 528, 809, 682]
photo-shape — [308, 1845, 360, 2014]
photo-shape — [599, 226, 642, 337]
photo-shape — [129, 869, 184, 998]
article-body-aparichita: ಚಿಂತಾಮಣಿ: ತಾಲ್ಲೂಕಿನ ಯರ್ರಕೋಟೆ ಗ್ರಾಮದ ಬಳಿ ಸುಮಾರು ೩೦ ರಿಂದ ೩೫ ವರ್ಷ ವಯಸ್ಸಿನ ಅಪರಿಚಿತ ಮೃತ ಮಹಿಳೆಯ ದೇಹ ಪತ್ತೆಯಾಗಿದ್ದು, ಆಕೆಯ ಗುರುತು ಪತ್ತೆಗೆ ಸಾರ್ವಜನಿಕರ ನೆರವು ಕೋರಲಾಗಿದೆ. ಮೃತಳು ನೀಲಿ ಬಣ್ಣದ ಚೂಡಿದಾರ್, ಬಿಸ್ಕತ್ ಬಣ್ಣದ ಸೀರೆ, ಹಸಿರು ಬಣ್ಣದ ಒಳಲಂಗ, ನೀಲಿ ಬಣ್ಣದ ಜಾಕೆಟ್, ಕೆಂಪು ಬಣ್ಣದ ಕುಪ್ಪಸ ಧರಿಸಿದ್ದಾಳೆ. ಮೃತ ಮಹಿಳೆಯ ವಿವರ ಹಾಗೂ ಭಾವಚಿತ್ರವನ್ನು ಠಾಣೆಯಲ್ಲಿ ನೋಡಬಹುದು. ಈ ಬಗ್ಗೆ ಮಾಹಿತಿ ಇದ್ದಲ್ಲಿ ಚಿಂತಾಮಣಿ ಗ್ರಾಮಾಂತರ ಪೊಲೀಸ್ ಠಾಣೆಯ ಮೊಬೈಲ್ ಸಂಖ್ಯೆ ೯೪೮೦೮೦೨೫೫೬ ಸಂಪರ್ಕಿಸುವಂತೆ ಜಿಲ್ಲಾ ರಕ್ಷಣಾಧಿಕಾರಿಗಳು ಮನವಿ ಮಾಡಿದ್ದಾರೆ. ಸಂಪರ್ಕಿಸುವಂತೆ ಅವರು ಕೋರಿದ್ದಾರೆ. — [1030, 1014, 1578, 1090]
photo-shape — [727, 1438, 775, 1566]
photo-shape — [416, 814, 481, 998]
headline-kalika-tekal-line1: ಕಲಿಕಾ ಹಬ್ಬ ಮಕ್ಕಳಲ್ಲಿ ಹೊಸ ಉತ್ಸಾಹ — [617, 1309, 902, 1337]
article-body-kalika-malur-col1: ಮಾಲೂರು: ಕಲಿಕೆಯಲ್ಲಿ ಹಿಂದುಳಿದ ಮಕ್ಕಳನ್ನು ಮುಖ್ಯವಾಹಿನಿಗೆ ತರಲು ಹಾಗೂ ಪ್ರೇರೇಪಿಸಲು ಕಲಿಕಾ ಹಬ್ಬ ಸೂಕ್ತ ವೇದಿಕೆಯಾಗಿದೆ ಎಂದು ಕ್ಷೇತ್ರ ಶಿಕ್ಷಣಾಧಿಕಾರಿ ಎಚ್.ಎಸ್.ಚಂದ್ರಕಲಾ ಹೇಳಿದರು. ಪಟ್ಟಣದ ಸರ್ಕಾರಿ ಮಾದರಿ ಶಾಲೆಯಲ್ಲಿ ನಡೆದ ಕಾರ್ಯಕ್ರಮದಲ್ಲಿ ಅವರು ಮಾತನಾಡಿದರು. — [530, 1782, 685, 1889]
divider — [500, 915, 1578, 917]
cyber-subhead-line1: ಅಪರಿಚಿತ ಕರೆ'ಗೆ — [702, 488, 770, 504]
headline-shivaji-janma: ಶಿವಾಜಿ ಮಹಾರಾಜರ ಜನ್ಮ ಜಯಂತಿ — [176, 1168, 415, 1192]
column-rule — [1131, 46, 1133, 915]
photo-shape — [431, 1847, 482, 2014]
photo-shape — [775, 1432, 808, 1566]
photo-shape — [125, 1847, 177, 2014]
